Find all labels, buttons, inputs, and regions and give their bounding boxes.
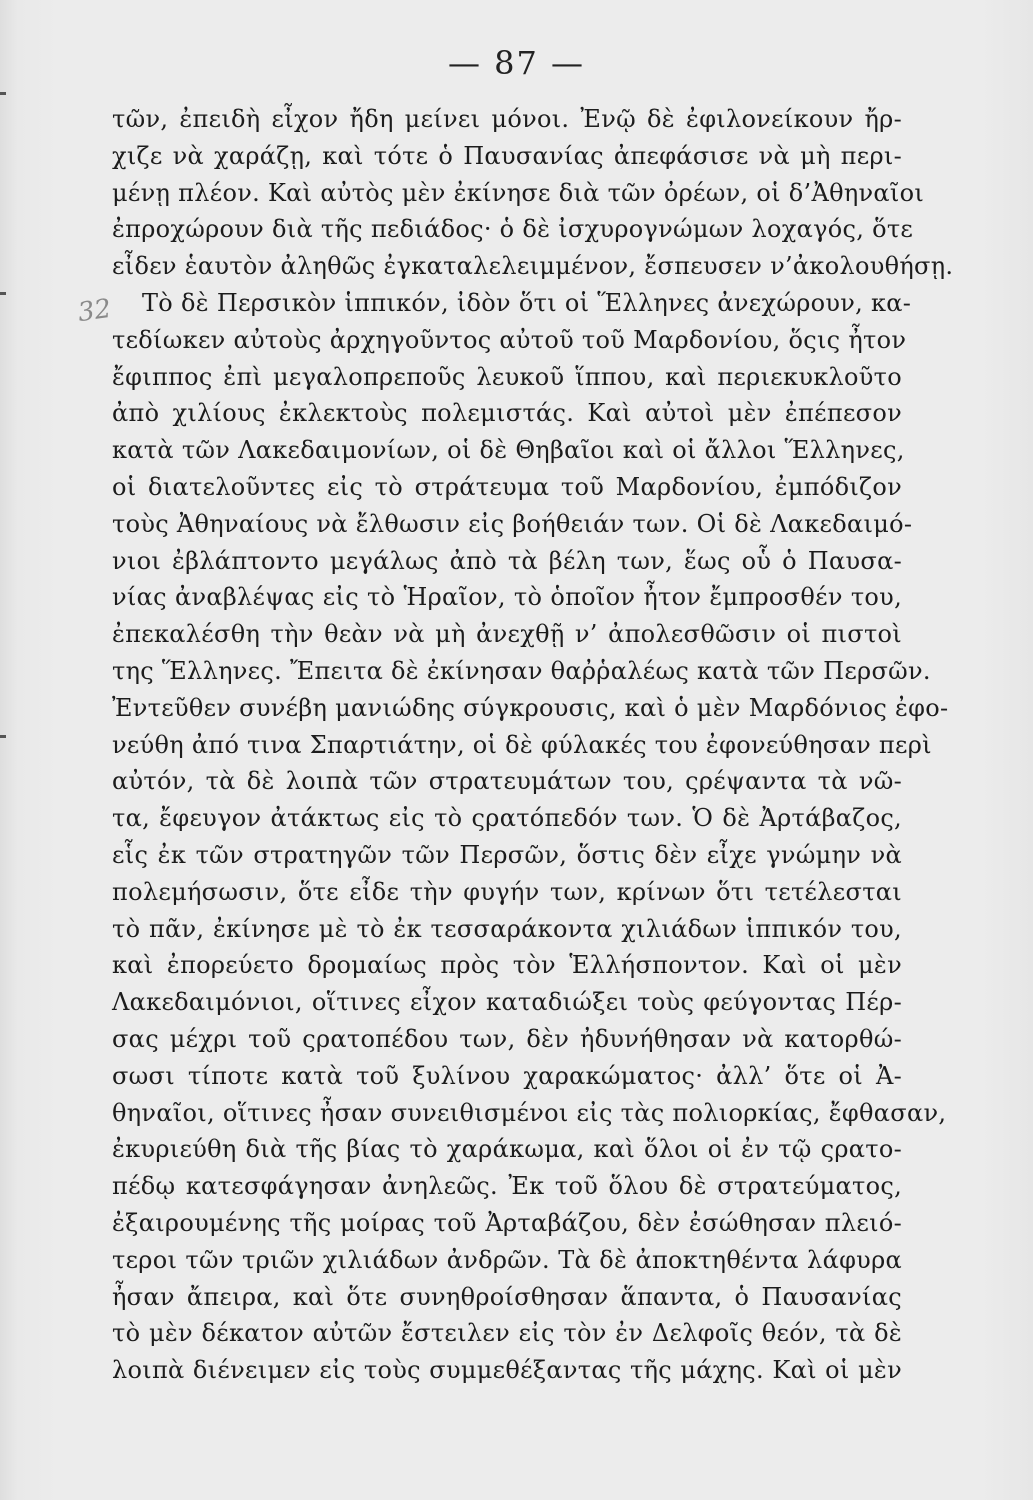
binding-mark <box>0 292 6 295</box>
text-line: ἀπὸ χιλίους ἐκλεκτοὺς πολεμιστάς. Καὶ αὐτοὶ μὲν ἐπέπεσον <box>112 399 902 428</box>
text-line: ἔφιππος ἐπὶ μεγαλοπρεποῦς λευκοῦ ἵππου, καὶ περιεκυκλοῦτο <box>112 362 902 391</box>
text-line: ἐπεκαλέσθη τὴν θεὰν νὰ μὴ ἀνεχθῇ ν’ ἀπολεσθῶσιν οἱ πιστοὶ <box>112 620 902 649</box>
text-line: πέδῳ κατεσφάγησαν ἀνηλεῶς. Ἐκ τοῦ ὅλου δὲ στρατεύματος, <box>112 1172 902 1201</box>
text-line: μένῃ πλέον. Καὶ αὐτὸς μὲν ἐκίνησε διὰ τῶν ὀρέων, οἱ δ’Ἀθηναῖοι <box>112 178 925 207</box>
text-line: εἷς ἐκ τῶν στρατηγῶν τῶν Περσῶν, ὅστις δὲν εἶχε γνώμην νὰ <box>112 840 902 869</box>
text-line: ἐπροχώρουν διὰ τῆς πεδιάδος· ὁ δὲ ἰσχυρογνώμων λοχαγός, ὅτε <box>112 215 914 244</box>
text-line: θηναῖοι, οἵτινες ἦσαν συνειθισμένοι εἰς τὰς πολιορκίας, ἔφθασαν, <box>112 1098 947 1127</box>
text-line: χιζε νὰ χαράζῃ, καὶ τότε ὁ Παυσανίας ἀπεφάσισε νὰ μὴ περι- <box>112 141 902 170</box>
text-line: ἐξαιρουμένης τῆς μοίρας τοῦ Ἀρταβάζου, δὲν ἐσώθησαν πλειό- <box>112 1208 902 1237</box>
text-line: ἦσαν ἄπειρα, καὶ ὅτε συνηθροίσθησαν ἅπαντα, ὁ Παυσανίας <box>112 1282 902 1311</box>
text-line: οἱ διατελοῦντες εἰς τὸ στράτευμα τοῦ Μαρδονίου, ἐμπόδιζον <box>112 472 902 501</box>
page-number: — 87 — <box>447 44 586 82</box>
text-line: τὸ πᾶν, ἐκίνησε μὲ τὸ ἐκ τεσσαράκοντα χιλιάδων ἱππικόν του, <box>112 914 902 943</box>
binding-mark <box>0 735 6 738</box>
text-line: λοιπὰ διένειμεν εἰς τοὺς συμμεθέξαντας τῆς μάχης. Καὶ οἱ μὲν <box>112 1356 902 1385</box>
text-line: εἶδεν ἑαυτὸν ἀληθῶς ἐγκαταλελειμμένον, ἔσπευσεν ν’ἀκολουθήσῃ. <box>112 252 954 281</box>
text-line: τα, ἔφευγον ἀτάκτως εἰς τὸ ςρατόπεδόν των. Ὁ δὲ Ἀρτάβαζος, <box>112 804 902 833</box>
body-text <box>112 101 954 1389</box>
text-line: Τὸ δὲ Περσικὸν ἱππικόν, ἰδὸν ὅτι οἱ Ἕλληνες ἀνεχώρουν, κα- <box>142 288 912 317</box>
text-line: Ἐντεῦθεν συνέβη μανιώδης σύγκρουσις, καὶ ὁ μὲν Μαρδόνιος ἐφο- <box>112 693 949 722</box>
text-line: τῶν, ἐπειδὴ εἶχον ἤδη μείνει μόνοι. Ἐνῷ δὲ ἐφιλονείκουν ἤρ- <box>112 105 902 133</box>
text-line: αὐτόν, τὰ δὲ λοιπὰ τῶν στρατευμάτων του, ςρέψαντα τὰ νῶ- <box>112 767 902 796</box>
text-line: ἐκυριεύθη διὰ τῆς βίας τὸ χαράκωμα, καὶ ὅλοι οἱ ἐν τῷ ςρατο- <box>112 1135 902 1164</box>
text-line: καὶ ἐπορεύετο δρομαίως πρὸς τὸν Ἑλλήσποντον. Καὶ οἱ μὲν <box>112 951 902 980</box>
text-line: πολεμήσωσιν, ὅτε εἶδε τὴν φυγήν των, κρίνων ὅτι τετέλεσται <box>112 877 902 906</box>
text-line: τεδίωκεν αὐτοὺς ἀρχηγοῦντος αὐτοῦ τοῦ Μαρδονίου, ὅςις ἦτον <box>112 325 907 354</box>
text-line: τὸ μὲν δέκατον αὐτῶν ἔστειλεν εἰς τὸν ἐν Δελφοῖς θεόν, τὰ δὲ <box>112 1319 902 1348</box>
text-line: νιοι ἐβλάπτοντο μεγάλως ἀπὸ τὰ βέλη των, ἕως οὗ ὁ Παυσα- <box>112 546 902 575</box>
text-line: σας μέχρι τοῦ ςρατοπέδου των, δὲν ἠδυνήθησαν νὰ κατορθώ- <box>112 1024 902 1053</box>
text-line: νίας ἀναβλέψας εἰς τὸ Ἡραῖον, τὸ ὁποῖον ἦτον ἔμπροσθέν του, <box>112 583 902 612</box>
text-line: νεύθη ἀπό τινα Σπαρτιάτην, οἱ δὲ φύλακές του ἐφονεύθησαν περὶ <box>112 730 932 759</box>
margin-annotation: 32 <box>76 293 114 329</box>
text-line: τεροι τῶν τριῶν χιλιάδων ἀνδρῶν. Τὰ δὲ ἀποκτηθέντα λάφυρα <box>112 1245 902 1274</box>
text-line: σωσι τίποτε κατὰ τοῦ ξυλίνου χαρακώματος· ἀλλ’ ὅτε οἱ Ἀ- <box>112 1061 902 1090</box>
text-line: κατὰ τῶν Λακεδαιμονίων, οἱ δὲ Θηβαῖοι καὶ οἱ ἄλλοι Ἕλληνες, <box>112 436 905 465</box>
text-line: τοὺς Ἀθηναίους νὰ ἔλθωσιν εἰς βοήθειάν των. Οἱ δὲ Λακεδαιμό- <box>112 509 913 538</box>
binding-mark <box>0 92 6 95</box>
text-line: της Ἕλληνες. Ἔπειτα δὲ ἐκίνησαν θαῤῥαλέως κατὰ τῶν Περσῶν. <box>112 656 931 685</box>
text-line: Λακεδαιμόνιοι, οἵτινες εἶχον καταδιώξει τοὺς φεύγοντας Πέρ- <box>112 988 902 1017</box>
